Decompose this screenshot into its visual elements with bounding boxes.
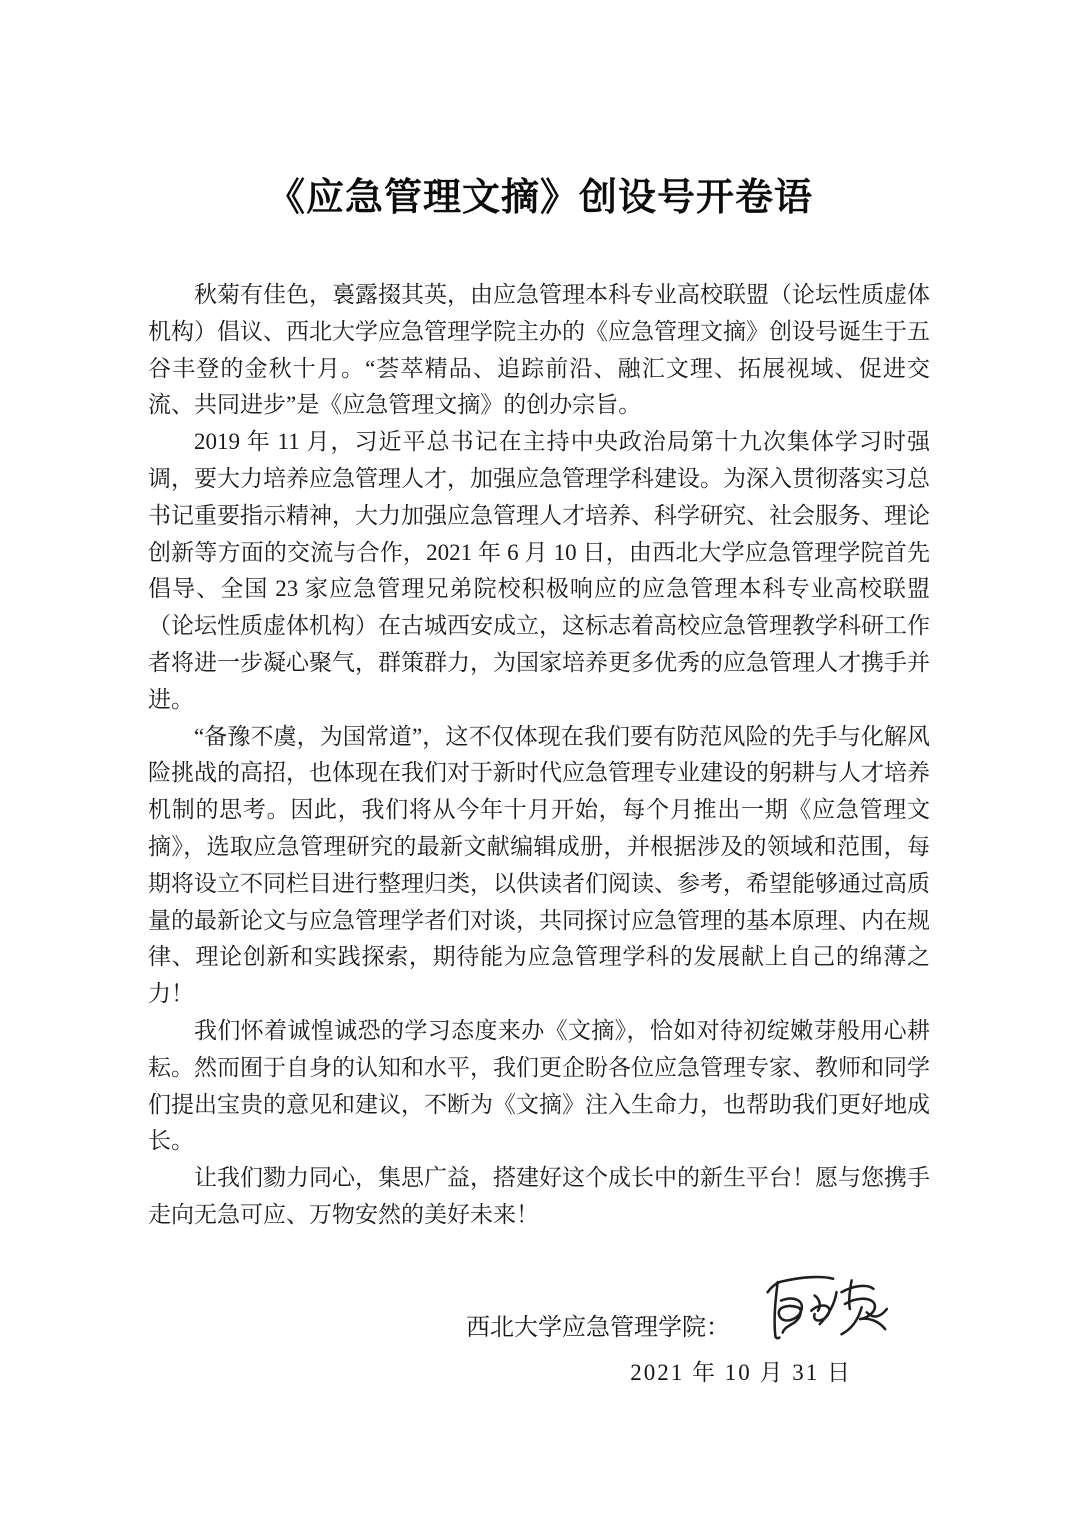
paragraph-mission: “备豫不虞，为国常道”，这不仅体现在我们要有防范风险的先手与化解风险挑战的高招，也体现在我们对于新时代应急管理专业建设的躬耕与人才培养机制的思考。因此，我们将从今年十月开始，每个月推出一期《应急管理文摘》，选取应急管理研究的最新文献编辑成册，并根据涉及的领域和范围，每期将设立不同栏目进行整理归类，以供读者们阅读、参考，希望能够通过高质量的最新论文与应急管理学者们对谈，共同探讨应急管理的基本原理、内在规律、理论创新和实践探索，期待能为应急管理学科的发展献上自己的绵薄之力！ <box>148 723 930 1007</box>
paragraph-appeal: 我们怀着诚惶诚恐的学习态度来办《文摘》，恰如对待初绽嫩芽般用心耕耘。然而囿于自身的认知和水平，我们更企盼各位应急管理专家、教师和同学们提出宝贵的意见和建议，不断为《文摘》注入生命力，也帮助我们更好地成长。 <box>148 1017 930 1154</box>
handwritten-signature <box>734 1266 902 1352</box>
paragraph-opening: 秋菊有佳色，裛露掇其英，由应急管理本科专业高校联盟（论坛性质虚体机构）倡议、西北大学应急管理学院主办的《应急管理文摘》创设号诞生于五谷丰登的金秋十月。“荟萃精品、追踪前沿、融汇文理、拓展视域、促进交流、共同进步”是《应急管理文摘》的创办宗旨。 <box>148 282 930 418</box>
paragraph-closing: 让我们勠力同心，集思广益，搭建好这个成长中的新生平台！愿与您携手走向无急可应、万物安然的美好未来！ <box>148 1165 930 1227</box>
page-title: 《应急管理文摘》创设号开卷语 <box>266 177 813 219</box>
paragraph-background: 2019 年 11 月，习近平总书记在主持中央政治局第十九次集体学习时强调，要大力培养应急管理人才，加强应急管理学科建设。为深入贯彻落实习总书记重要指示精神，大力加强应急管理人才培养、科学研究、社会服务、理论创新等方面的交流与合作，2021 年 6 月 10 日，由西北大学应急管理学院首先倡导、全国 23 家应急管理兄弟院校积极响应的应急管理本科专业高校联盟（论坛性质虚体机构）在古城西安成立，这标志着高校应急管理教学科研工作者将进一步凝心聚气，群策群力，为国家培养更多优秀的应急管理人才携手并进。 <box>148 429 930 712</box>
signature-org-label: 西北大学应急管理学院： <box>466 1315 730 1342</box>
document-body <box>148 277 930 1234</box>
signature-date: 2021 年 10 月 31 日 <box>630 1359 852 1385</box>
